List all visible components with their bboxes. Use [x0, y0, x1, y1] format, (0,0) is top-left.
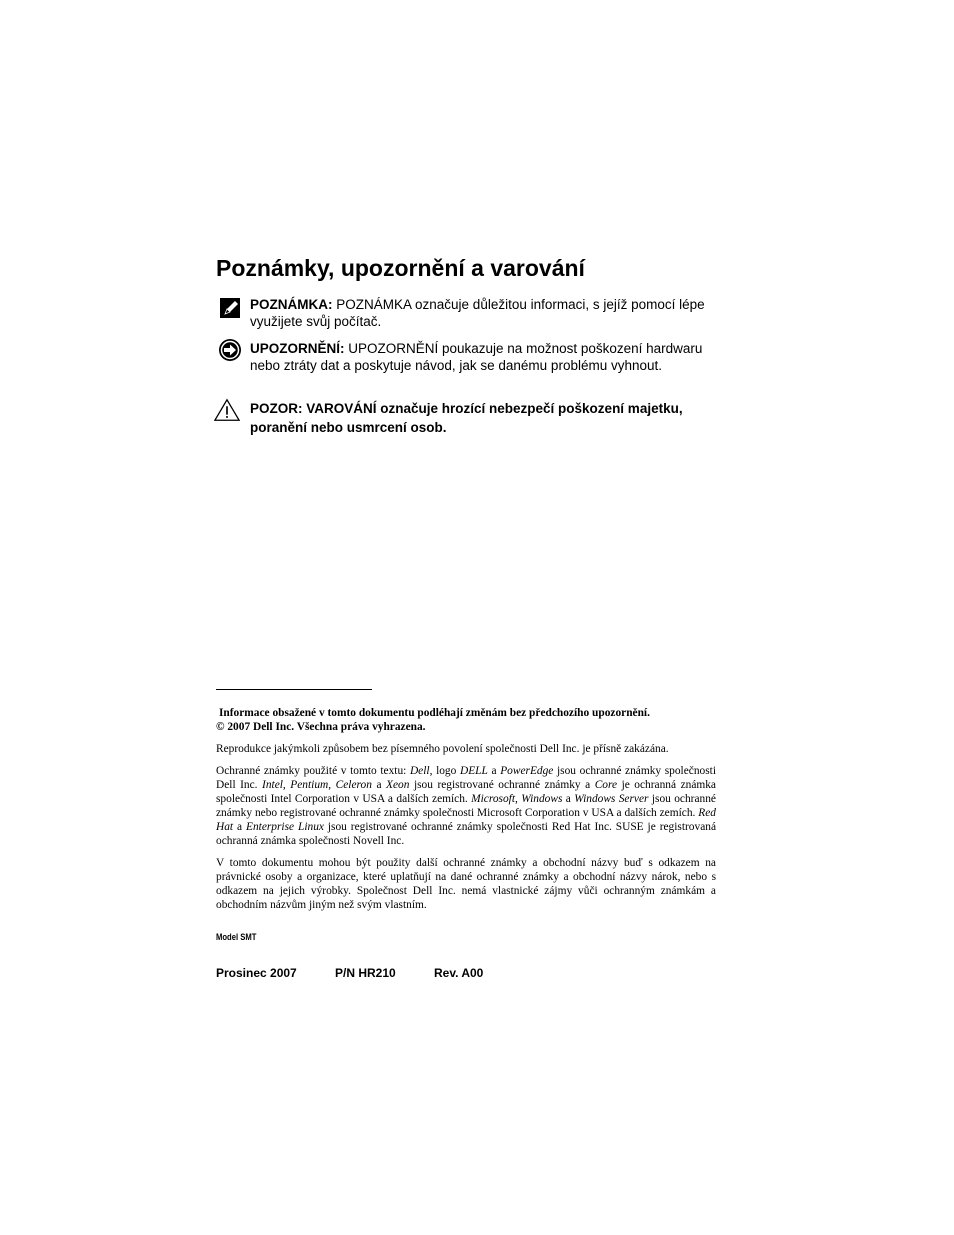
trademark-name: Windows Server	[574, 793, 649, 805]
pencil-note-icon	[218, 296, 244, 322]
note-block	[216, 296, 716, 330]
legal-header	[216, 706, 716, 734]
trademark-name: Microsoft	[471, 793, 516, 805]
trademark-text: a	[233, 821, 246, 833]
notice-label: UPOZORNĚNÍ:	[250, 341, 345, 356]
trademark-text: ,	[515, 793, 522, 805]
trademark-text: Ochranné známky použité v tomto textu:	[216, 765, 410, 777]
footer-revision: Rev. A00	[434, 966, 484, 980]
separator-rule	[216, 689, 372, 690]
model-label: Model SMT	[216, 932, 257, 942]
trademark-name: Intel	[262, 779, 283, 791]
trademark-text: a	[562, 793, 575, 805]
trademark-text: , logo	[429, 765, 460, 777]
caution-block	[216, 399, 716, 437]
other-trademarks-paragraph: V tomto dokumentu mohou být použity další ochranné známky a obchodní názvy buď s odkazem na právnické osoby a organizace, které uplatňují na dané ochranné známky a obchodní názvy nárok, nebo s odkazem na jejich výrobky. Společnost Dell Inc. nemá vlastnické zájmy vůči ochranným známkám a obchodním názvům jiným než svým vlastním.	[216, 857, 716, 911]
trademark-text: jsou registrované ochranné známky a	[409, 779, 595, 791]
trademarks-paragraph	[216, 764, 716, 848]
trademark-text: jsou ochranné známky společnosti Dell Inc.	[216, 765, 716, 791]
trademark-text: jsou ochranné známky nebo registrované ochranné známky společnosti Microsoft Corporation v USA a dalších zemích.	[216, 793, 716, 819]
trademark-name: DELL	[459, 765, 488, 777]
trademark-name: PowerEdge	[500, 765, 554, 777]
footer-date: Prosinec 2007	[216, 966, 297, 980]
trademark-name: Core	[594, 779, 618, 791]
caution-text: VAROVÁNÍ označuje hrozící nebezpečí poškození majetku, poranění nebo usmrcení osob.	[250, 401, 683, 435]
arrow-circle-icon	[218, 338, 244, 364]
trademark-text: a	[371, 779, 387, 791]
copyright-line: © 2007 Dell Inc. Všechna práva vyhrazena.	[216, 721, 426, 733]
caution-label: POZOR:	[250, 401, 303, 416]
trademark-text: ,	[282, 779, 291, 791]
trademark-name: Red Hat	[216, 807, 716, 833]
notice-text: UPOZORNĚNÍ poukazuje na možnost poškození hardwaru nebo ztráty dat a poskytuje návod, jak se danému problému vyhnout.	[250, 341, 703, 373]
warning-triangle-icon	[214, 397, 240, 423]
trademark-name: Windows	[521, 793, 563, 805]
trademark-text: ,	[328, 779, 336, 791]
note-text: POZNÁMKA označuje důležitou informaci, s jejíž pomocí lépe využijete svůj počítač.	[250, 297, 705, 329]
trademark-name: Enterprise Linux	[246, 821, 324, 833]
info-line: Informace obsažené v tomto dokumentu podléhají změnám bez předchozího upozornění.	[219, 707, 650, 719]
trademark-text: a	[487, 765, 501, 777]
note-label: POZNÁMKA:	[250, 297, 333, 312]
page-title: Poznámky, upozornění a varování	[216, 255, 585, 281]
reproduction-notice: Reprodukce jakýmkoli způsobem bez písemného povolení společnosti Dell Inc. je přísně zakázána.	[216, 743, 669, 755]
notice-block	[216, 340, 716, 374]
trademark-text: je ochranná známka společnosti Intel Corporation v USA a dalších zemích.	[216, 779, 716, 805]
footer-part-number: P/N HR210	[335, 966, 396, 980]
trademark-text: jsou registrované ochranné známky společnosti Red Hat Inc. SUSE je registrovaná ochranná známka společnosti Novell Inc.	[216, 821, 716, 847]
trademark-name: Xeon	[386, 779, 410, 791]
trademark-name: Pentium	[290, 779, 329, 791]
trademark-name: Celeron	[335, 779, 372, 791]
trademark-name: Dell	[409, 765, 430, 777]
